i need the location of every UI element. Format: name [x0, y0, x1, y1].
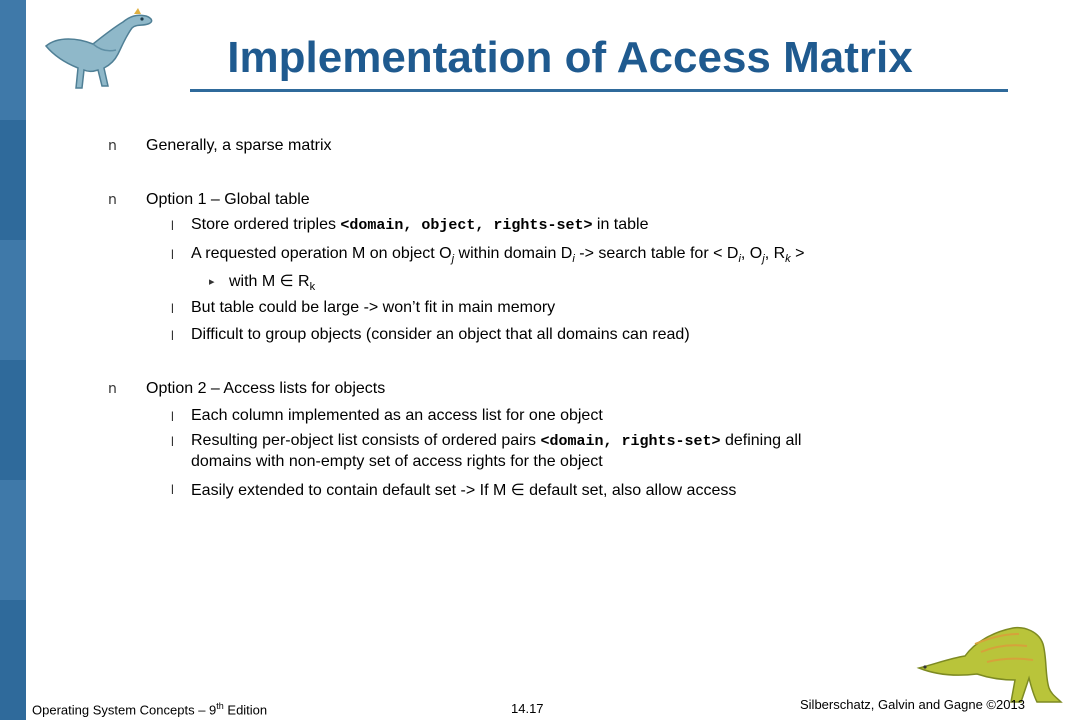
- bullet-text: Generally, a sparse matrix: [146, 137, 332, 154]
- sub-bullet-text: But table could be large -> won’t fit in main memory: [191, 299, 556, 316]
- bullet-text: Option 2 – Access lists for objects: [146, 380, 386, 397]
- footer-book-title: Operating System Concepts – 9th Edition: [32, 701, 268, 718]
- sub-bullet-text: A requested operation M on object $O_j$ within domain $D_i$ -> search table for < $D_i$, $O_j$, $R_k$ >: [191, 245, 805, 266]
- sidebar-stripe: [0, 0, 26, 120]
- bullet-text: Option 1 – Global table: [146, 191, 310, 208]
- sidebar-band: [0, 0, 26, 720]
- slide-title: Implementation of Access Matrix: [227, 33, 913, 82]
- sub-bullet-marker: l: [171, 409, 174, 424]
- sidebar-stripe: [0, 480, 26, 600]
- sub-bullet-text: Easily extended to contain default set -> If M ∈ default set, also allow access: [191, 482, 737, 499]
- sidebar-stripe: [0, 240, 26, 360]
- sub-bullet-text: Each column implemented as an access list for one object: [191, 407, 603, 424]
- footer-authors: Silberschatz, Galvin and Gagne ©2013: [800, 697, 1025, 712]
- code-text: <domain, object, rights-set>: [340, 217, 593, 234]
- bullet-marker: n: [108, 192, 117, 208]
- footer-page-number: 14.17: [511, 701, 544, 716]
- sub-bullet-text-continued: domains with non-empty set of access rights for the object: [191, 453, 603, 470]
- sub-bullet-text: Store ordered triples <domain, object, rights-set> in table: [191, 216, 649, 234]
- sub-bullet-marker: l: [171, 328, 174, 343]
- bullet-marker: n: [108, 138, 117, 154]
- dinosaur-logo-icon: [38, 6, 168, 96]
- subsub-bullet-marker: ▸: [209, 276, 215, 288]
- sub-bullet-text: Resulting per-object list consists of ordered pairs <domain, rights-set> defining all: [191, 432, 802, 450]
- sub-bullet-marker: l: [171, 218, 174, 233]
- sub-bullet-marker: l: [171, 301, 174, 316]
- sub-bullet-text: Difficult to group objects (consider an object that all domains can read): [191, 326, 690, 343]
- title-underline: [190, 89, 1008, 92]
- sub-bullet-marker: l: [171, 434, 174, 449]
- dinosaur-decoration-icon: [915, 618, 1065, 703]
- code-text: <domain, rights-set>: [540, 433, 721, 450]
- bullet-marker: n: [108, 381, 117, 397]
- subsub-bullet-text: with M ∈ $R_k$: [229, 273, 316, 294]
- sub-bullet-marker: l: [171, 482, 174, 497]
- sub-bullet-marker: l: [171, 247, 174, 262]
